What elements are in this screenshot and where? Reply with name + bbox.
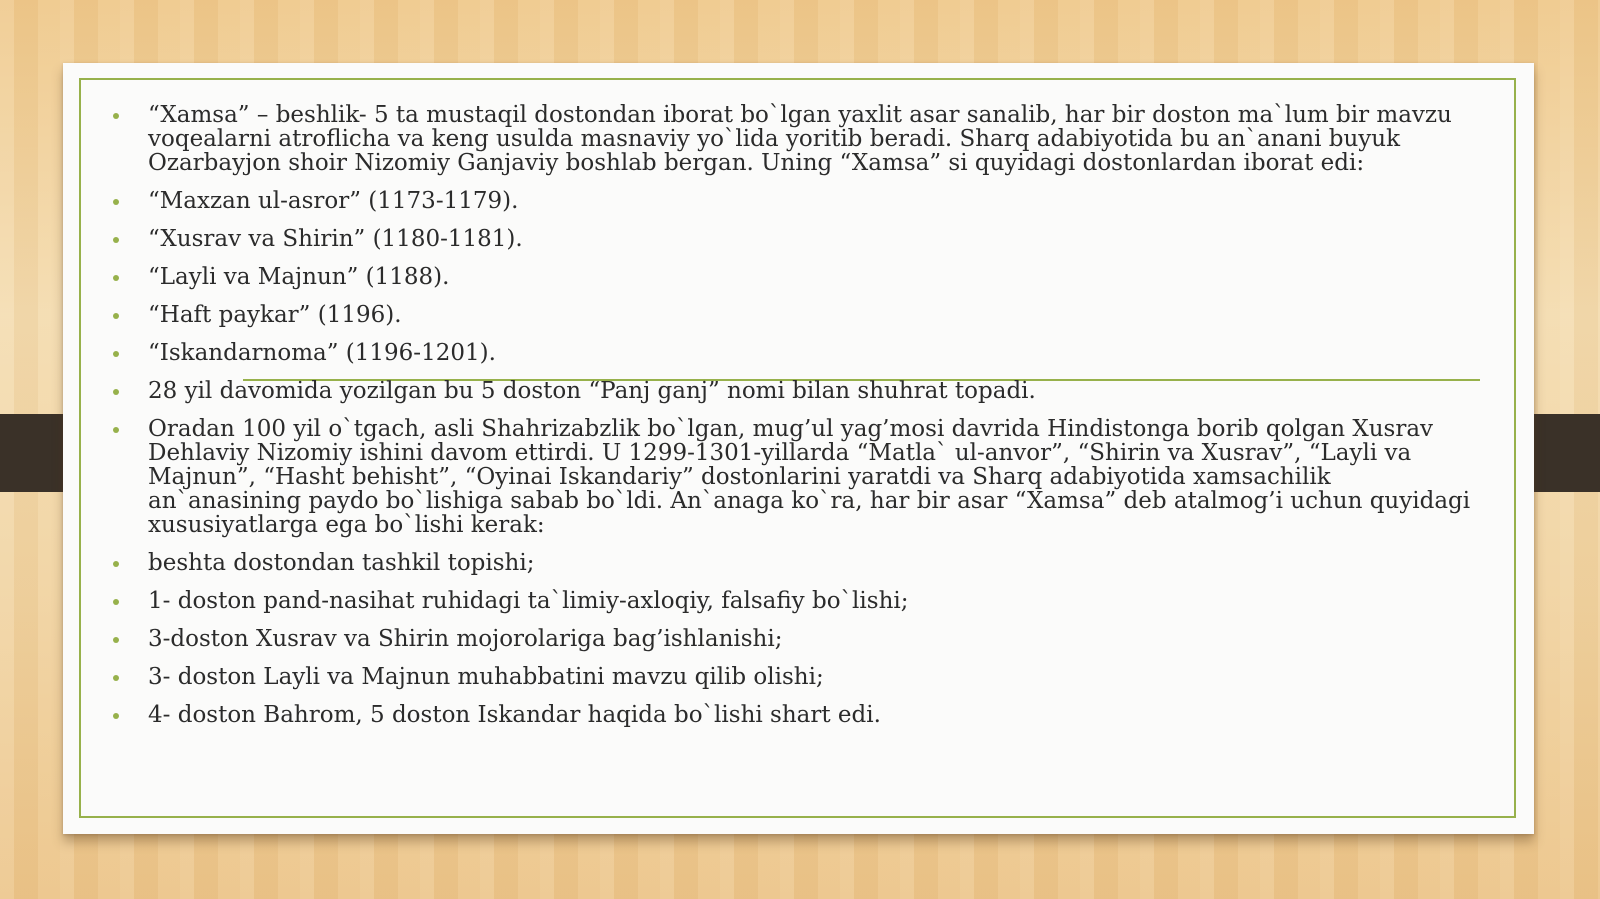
bullet-text: 3-doston Xusrav va Shirin mojorolariga bag’ishlanishi; (148, 626, 783, 652)
bullet-dot-icon (113, 561, 119, 567)
bullet-text: beshta dostondan tashkil topishi; (148, 550, 535, 576)
bullet-dot-icon (113, 599, 119, 605)
bullet-dot-icon (113, 389, 119, 395)
bullet-text: “Layli va Majnun” (1188). (148, 264, 450, 290)
bullet-item-dehlaviy (111, 417, 1491, 537)
bullet-item-panj-ganj (111, 379, 1491, 403)
bullet-text: 1- doston pand-nasihat ruhidagi ta`limiy-axloqiy, falsafiy bo`lishi; (148, 588, 909, 614)
bullet-dot-icon (113, 199, 119, 205)
bullet-text: “Xamsa” – beshlik- 5 ta mustaqil dostondan iborat bo`lgan yaxlit asar sanalib, har bir doston ma`lum bir mavzu voqealarni atroflicha va keng usulda masnaviy yo`lida yoritib beradi. Sharq adabiyotida bu an`anani buyuk Ozarbayjon shoir Nizomiy Ganjaviy boshlab bergan. Uning “Xamsa” si quyidagi dostonlardan iborat edi: (148, 102, 1452, 176)
bullet-item-rule-2 (111, 589, 1491, 613)
bullet-item-rule-4 (111, 665, 1491, 689)
bullet-dot-icon (113, 237, 119, 243)
bullet-dot-icon (113, 675, 119, 681)
bullet-item-maxzan (111, 189, 1491, 213)
bullet-text: “Xusrav va Shirin” (1180-1181). (148, 226, 523, 252)
bullet-item-iskandarnoma (111, 341, 1491, 365)
bullet-text: “Haft paykar” (1196). (148, 302, 402, 328)
bullet-dot-icon (113, 313, 119, 319)
bullet-item-haft (111, 303, 1491, 327)
bullet-item-rule-3 (111, 627, 1491, 651)
slide-card (63, 63, 1534, 834)
bullet-item-layli (111, 265, 1491, 289)
bullet-text: 4- doston Bahrom, 5 doston Iskandar haqida bo`lishi shart edi. (148, 702, 881, 728)
bullet-text: “Maxzan ul-asror” (1173-1179). (148, 188, 519, 214)
bullet-dot-icon (113, 351, 119, 357)
bullet-item-xusrav (111, 227, 1491, 251)
bullet-dot-icon (113, 637, 119, 643)
bullet-dot-icon (113, 427, 119, 433)
bullet-dot-icon (113, 713, 119, 719)
bullet-text: Oradan 100 yil o`tgach, asli Shahrizabzlik bo`lgan, mug’ul yag’mosi davrida Hindistonga borib qolgan Xusrav Dehlaviy Nizomiy ishini davom ettirdi. U 1299-1301-yillarda “Matla` ul-anvor”, “Shirin va Xusrav”, “Layli va Majnun”, “Hasht behisht”, “Oyinai Iskandariy” dostonlarini yaratdi va Sharq adabiyotida xamsachilik an`anasining paydo bo`lishiga sabab bo`ldi. An`anaga ko`ra, har bir asar “Xamsa” deb atalmog’i uchun quyidagi xususiyatlarga ega bo`lishi kerak: (148, 416, 1471, 538)
bullet-text: “Iskandarnoma” (1196-1201). (148, 340, 496, 366)
bullet-dot-icon (113, 113, 119, 119)
bullet-text: 3- doston Layli va Majnun muhabbatini mavzu qilib olishi; (148, 664, 824, 690)
bullet-item-rule-5 (111, 703, 1491, 727)
slide-content (111, 103, 1491, 741)
bullet-item-intro (111, 103, 1491, 175)
bullet-text: 28 yil davomida yozilgan bu 5 doston “Panj ganj” nomi bilan shuhrat topadi. (148, 378, 1036, 404)
bullet-dot-icon (113, 275, 119, 281)
bullet-list (111, 103, 1491, 727)
bullet-item-rule-1 (111, 551, 1491, 575)
